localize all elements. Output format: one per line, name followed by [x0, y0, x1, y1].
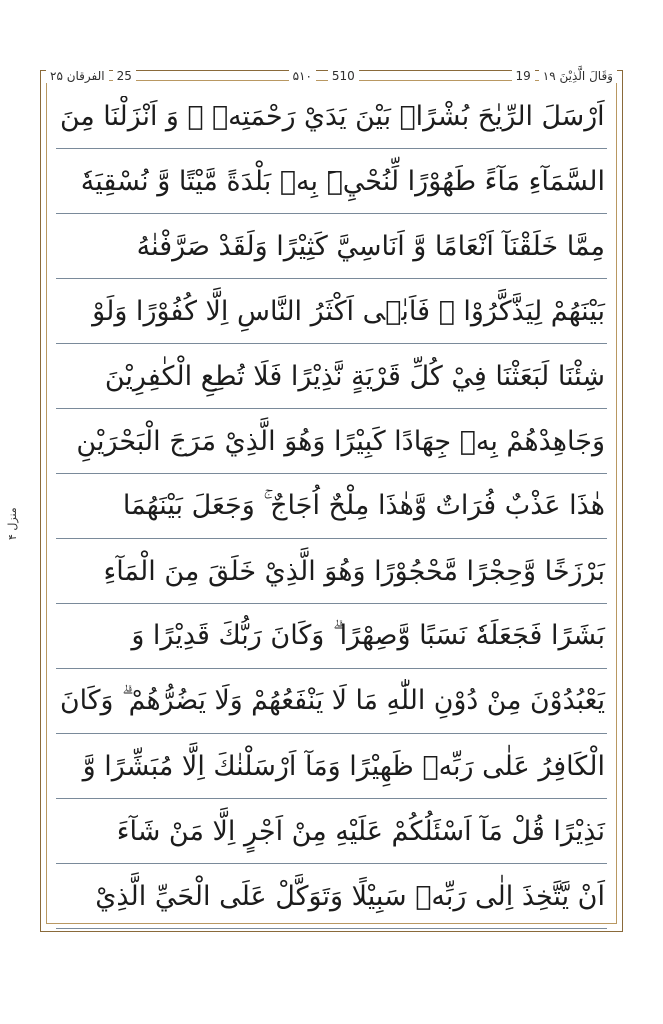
line-text: اَرْسَلَ الرِّيٰحَ بُشْرًاۢ بَيْنَ يَدَيْ رَحْمَتِهٖ ۚ وَ اَنْزَلْنَا مِنَ	[60, 100, 605, 132]
text-line	[56, 149, 607, 214]
line-text: السَّمَآءِ مَآءً طَهُوْرًا لِّنُحْيِۦَ بِهٖ بَلْدَةً مَّيْتًا وَّ نُسْقِيَهٗ	[80, 165, 605, 197]
line-text: اَنْ يَّتَّخِذَ اِلٰى رَبِّهٖ سَبِيْلًا وَتَوَكَّلْ عَلَى الْحَيِّ الَّذِيْ	[95, 880, 605, 912]
line-text: شِئْنَا لَبَعَثْنَا فِيْ كُلِّ قَرْيَةٍ نَّذِيْرًا فَلَا تُطِعِ الْكٰفِرِيْنَ	[104, 360, 605, 392]
text-line	[56, 734, 607, 799]
line-text: بَرْزَخًا وَّحِجْرًا مَّحْجُوْرًا وَهُوَ الَّذِيْ خَلَقَ مِنَ الْمَآءِ	[103, 555, 605, 587]
line-text: نَذِيْرًا قُلْ مَآ اَسْئَلُكُمْ عَلَيْهِ مِنْ اَجْرٍ اِلَّا مَنْ شَآءَ	[116, 815, 605, 847]
text-body	[56, 84, 607, 929]
text-line	[56, 799, 607, 864]
text-line	[56, 864, 607, 929]
para-number: 19	[512, 69, 535, 83]
page-number-arabic: ۵۱۰	[289, 69, 316, 83]
surah-number: 25	[113, 69, 136, 83]
text-line	[56, 344, 607, 409]
manzil-marker: منزل ۴	[6, 507, 19, 540]
text-line	[56, 279, 607, 344]
text-line	[56, 669, 607, 734]
line-text: يَعْبُدُوْنَ مِنْ دُوْنِ اللّٰهِ مَا لَا يَنْفَعُهُمْ وَلَا يَضُرُّهُمْ ۗ وَكَانَ	[59, 685, 605, 716]
surah-label	[46, 69, 136, 83]
line-text: مِمَّا خَلَقْنَآ اَنْعَامًا وَّ اَنَاسِيَّ كَثِيْرًا وَلَقَدْ صَرَّفْنٰهُ	[136, 230, 605, 262]
text-line	[56, 214, 607, 279]
line-text: هٰذَا عَذْبٌ فُرَاتٌ وَّهٰذَا مِلْحٌ اُجَاجٌ ۚ وَجَعَلَ بَيْنَهُمَا	[122, 490, 605, 521]
para-name: وَقَالَ الَّذِيْنَ ۱۹	[539, 69, 617, 83]
line-text: بَشَرًا فَجَعَلَهٗ نَسَبًا وَّصِهْرًا ۗ وَكَانَ رَبُّكَ قَدِيْرًا وَ	[131, 620, 605, 651]
text-line	[56, 84, 607, 149]
text-line	[56, 539, 607, 604]
page-header	[46, 68, 617, 84]
text-line	[56, 409, 607, 474]
line-text: الْكَافِرُ عَلٰى رَبِّهٖ ظَهِيْرًا وَمَآ اَرْسَلْنٰكَ اِلَّا مُبَشِّرًا وَّ	[82, 750, 605, 782]
para-label	[512, 69, 617, 83]
text-line	[56, 474, 607, 539]
page-number-latin: 510	[328, 69, 359, 83]
line-text: وَجَاهِدْهُمْ بِهٖ جِهَادًا كَبِيْرًا وَهُوَ الَّذِيْ مَرَجَ الْبَحْرَيْنِ	[76, 425, 605, 457]
text-line	[56, 604, 607, 669]
surah-name: الفرقان ۲۵	[46, 69, 109, 83]
page-number	[289, 69, 359, 83]
line-text: بَيْنَهُمْ لِيَذَّكَّرُوْا ۖ فَاَبٰۤى اَكْثَرُ النَّاسِ اِلَّا كُفُوْرًا وَلَوْ	[92, 295, 605, 327]
